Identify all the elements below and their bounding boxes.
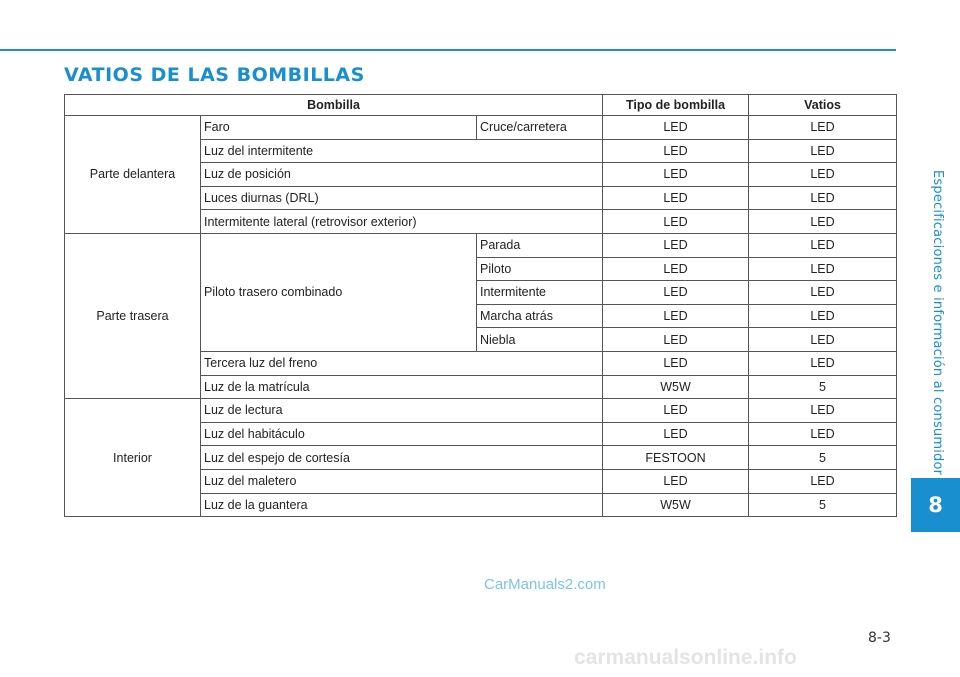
bulb-watts: LED (749, 257, 897, 281)
bulb-subtype: Intermitente (477, 281, 603, 305)
bulb-name: Luz del maletero (201, 469, 603, 493)
bulb-type: LED (603, 163, 749, 187)
bulb-type: LED (603, 281, 749, 305)
bulb-type: FESTOON (603, 446, 749, 470)
bulb-type: LED (603, 116, 749, 140)
bulb-watts: LED (749, 304, 897, 328)
bulb-watts: LED (749, 422, 897, 446)
bulb-watts: LED (749, 281, 897, 305)
bulb-subtype: Parada (477, 233, 603, 257)
bulb-watts: LED (749, 163, 897, 187)
chapter-side-label: Especificaciones e información al consumidor (930, 170, 945, 476)
bulb-name: Luz del espejo de cortesía (201, 446, 603, 470)
bulb-watts: 5 (749, 375, 897, 399)
bulb-watts: LED (749, 139, 897, 163)
bulb-type: LED (603, 186, 749, 210)
bulb-watts: LED (749, 351, 897, 375)
watermark-link[interactable]: CarManuals2.com (484, 576, 606, 593)
bulb-type: LED (603, 210, 749, 234)
bulb-name: Luz de posición (201, 163, 603, 187)
bulb-watts: LED (749, 210, 897, 234)
bulb-watts: LED (749, 399, 897, 423)
chapter-tab: 8 (911, 478, 960, 532)
bulb-name: Luz del habitáculo (201, 422, 603, 446)
bulb-type: LED (603, 422, 749, 446)
bulb-name: Luz de la matrícula (201, 375, 603, 399)
bulb-watts: LED (749, 233, 897, 257)
page-number: 8-3 (868, 630, 891, 646)
bulb-watts: 5 (749, 493, 897, 517)
bulb-watts: LED (749, 469, 897, 493)
bulb-watts: 5 (749, 446, 897, 470)
footer-watermark: carmanualsonline.info (574, 646, 797, 669)
bulb-type: LED (603, 399, 749, 423)
bulb-type: LED (603, 233, 749, 257)
bulb-type: W5W (603, 493, 749, 517)
table-row (65, 233, 897, 257)
header-bulb: Bombilla (65, 95, 603, 116)
group-front: Parte delantera (65, 116, 201, 234)
bulb-wattage-table (64, 94, 897, 517)
bulb-subtype: Niebla (477, 328, 603, 352)
bulb-type: LED (603, 304, 749, 328)
bulb-name: Faro (201, 116, 477, 140)
header-bulb-type: Tipo de bombilla (603, 95, 749, 116)
bulb-watts: LED (749, 328, 897, 352)
table-row (65, 399, 897, 423)
bulb-type: W5W (603, 375, 749, 399)
bulb-name: Piloto trasero combinado (201, 233, 477, 351)
page-title: VATIOS DE LAS BOMBILLAS (64, 64, 365, 86)
table-header-row (65, 95, 897, 116)
bulb-name: Luz de la guantera (201, 493, 603, 517)
bulb-watts: LED (749, 186, 897, 210)
bulb-name: Luz del intermitente (201, 139, 603, 163)
group-rear: Parte trasera (65, 233, 201, 398)
bulb-name: Luces diurnas (DRL) (201, 186, 603, 210)
bulb-type: LED (603, 469, 749, 493)
bulb-name: Luz de lectura (201, 399, 603, 423)
table-row (65, 116, 897, 140)
top-rule (0, 49, 896, 51)
bulb-name: Intermitente lateral (retrovisor exterior) (201, 210, 603, 234)
bulb-type: LED (603, 257, 749, 281)
bulb-type: LED (603, 351, 749, 375)
bulb-type: LED (603, 139, 749, 163)
bulb-subtype: Marcha atrás (477, 304, 603, 328)
bulb-subtype: Cruce/carretera (477, 116, 603, 140)
header-watts: Vatios (749, 95, 897, 116)
bulb-subtype: Piloto (477, 257, 603, 281)
bulb-name: Tercera luz del freno (201, 351, 603, 375)
bulb-watts: LED (749, 116, 897, 140)
bulb-type: LED (603, 328, 749, 352)
group-interior: Interior (65, 399, 201, 517)
